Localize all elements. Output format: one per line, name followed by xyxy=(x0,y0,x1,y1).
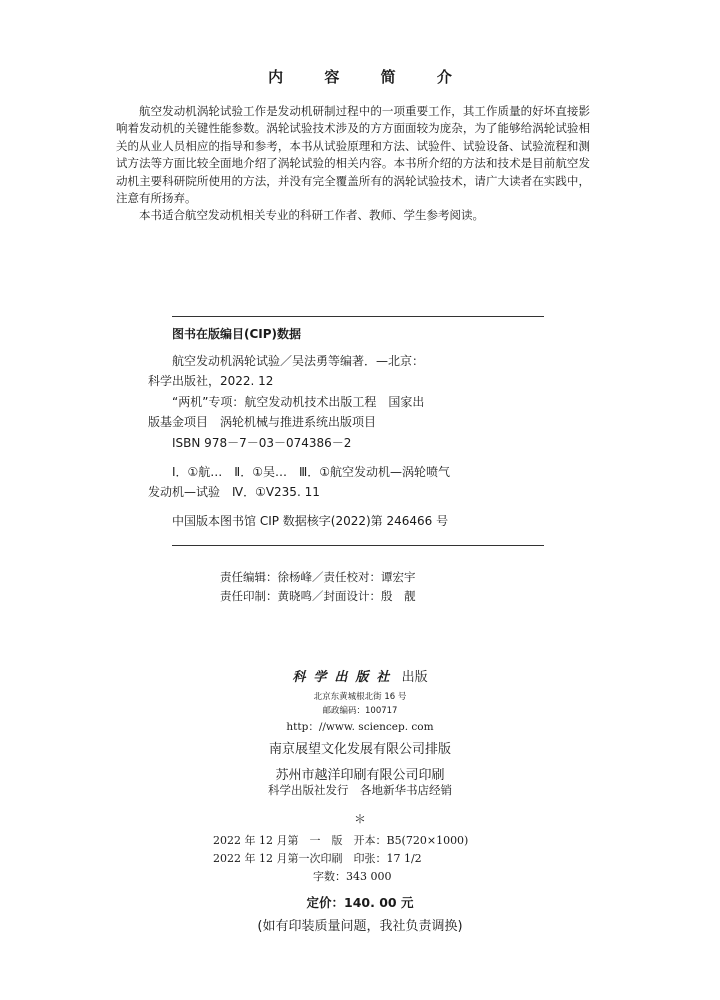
publisher-name-suffix: 出版 xyxy=(401,670,428,685)
cip-line: 发动机—试验 Ⅳ．①V235. 11 xyxy=(148,485,320,500)
cip-line: 航空发动机涡轮试验／吴法勇等编著．—北京： xyxy=(172,353,425,368)
summary-title: 内 容 简 介 xyxy=(268,68,470,86)
edition-line: 2022 年 12 月第 一 版 开本：B5(720×1000) xyxy=(213,834,469,847)
typesetter-line: 南京展望文化发展有限公司排版 xyxy=(268,742,451,757)
quality-notice: (如有印装质量问题，我社负责调换) xyxy=(257,919,463,934)
distribution-line: 科学出版社发行 各地新华书店经销 xyxy=(268,783,452,797)
credits-block xyxy=(220,568,540,606)
cip-block xyxy=(148,324,548,531)
credits-line: 责任印制：黄晓鸣／封面设计：殷 靓 xyxy=(220,589,416,603)
summary-paragraph: 航空发动机涡轮试验工作是发动机研制过程中的一项重要工作，其工作质量的好坏直接影响着发动机的关键性能参数。涡轮试验技术涉及的方方面面较为庞杂，为了能够给涡轮试验相关的从业人员相应的指导和参考，本书从试验原理和方法、试验件、试验设备、试验流程和测试方法等方面比较全面地介绍了涡轮试验的相关内容。本书所介绍的方法和技术是目前航空发动机主要科研院所使用的方法，并没有完全覆盖所有的涡轮试验技术，请广大读者在实践中，注意有所扬弃。 xyxy=(116,104,590,206)
separator-asterisk: ＊ xyxy=(353,812,366,826)
cip-top-divider xyxy=(172,316,544,317)
cip-heading: 图书在版编目(CIP)数据 xyxy=(172,327,302,341)
cip-bottom-divider xyxy=(172,545,544,546)
publisher-url: http：//www. sciencep. com xyxy=(286,721,434,733)
printing-line: 2022 年 12 月第一次印刷 印张：17 1/2 xyxy=(213,852,422,865)
price-line: 定价：140. 00 元 xyxy=(306,895,414,910)
edition-specs xyxy=(213,832,513,886)
cip-line: 科学出版社，2022. 12 xyxy=(148,374,274,389)
summary-paragraph: 本书适合航空发动机相关专业的科研工作者、教师、学生参考阅读。 xyxy=(139,208,484,223)
printer-line: 苏州市越洋印刷有限公司印刷 xyxy=(275,768,445,783)
cip-line: Ⅰ．①航… Ⅱ．①吴… Ⅲ．①航空发动机—涡轮喷气 xyxy=(172,464,450,479)
publisher-logo: 科学出版社 xyxy=(292,670,398,685)
publisher-name xyxy=(0,666,720,685)
word-count: 字数：343 000 xyxy=(313,870,392,883)
cip-number: 中国版本图书馆 CIP 数据核字(2022)第 246466 号 xyxy=(172,513,449,528)
credits-line: 责任编辑：徐杨峰／责任校对：谭宏宇 xyxy=(220,570,416,584)
publisher-address: 北京东黄城根北街 16 号 xyxy=(313,692,407,702)
summary-text xyxy=(116,103,590,225)
publisher-postcode: 邮政编码：100717 xyxy=(322,706,398,716)
cip-isbn: ISBN 978－7－03－074386－2 xyxy=(172,435,352,450)
cip-line: “两机”专项：航空发动机技术出版工程 国家出 xyxy=(172,394,425,409)
cip-line: 版基金项目 涡轮机械与推进系统出版项目 xyxy=(148,415,377,430)
